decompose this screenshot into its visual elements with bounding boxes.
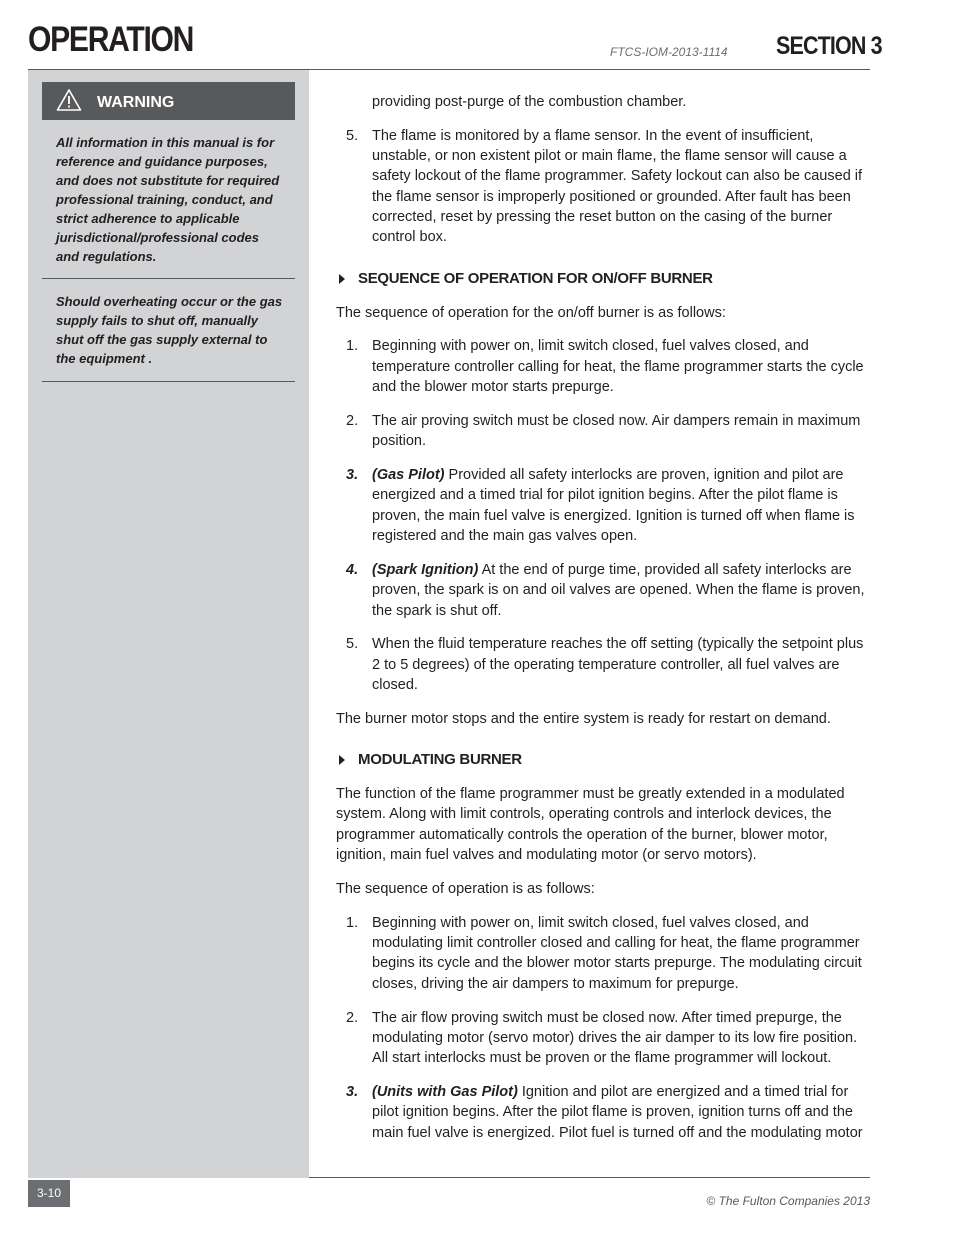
list-item <box>336 336 870 397</box>
sidebar-divider <box>42 278 295 279</box>
warning-header <box>42 82 295 120</box>
onoff-closing: The burner motor stops and the entire system is ready for restart on demand. <box>336 710 831 727</box>
warning-note-disclaimer: All information in this manual is for reference and guidance purposes, and does not substitute for required professional training, conduct, and strict adherence to applicable jurisdictional/professional codes and regulations. <box>56 135 280 264</box>
list-item-number: 5. <box>346 636 359 653</box>
previous-sequence-list <box>336 126 870 248</box>
list-item-text: Beginning with power on, limit switch closed, fuel valves closed, and temperature controller calling for heat, the flame programmer starts the cycle and the blower motor starts prepurge. <box>372 338 864 396</box>
triangle-bullet-icon <box>339 755 345 765</box>
triangle-bullet-icon <box>339 274 345 284</box>
section-heading-onoff <box>336 269 870 289</box>
list-item <box>336 126 870 248</box>
section-label: SECTION 3 <box>776 32 882 60</box>
continued-text: providing post-purge of the combustion chamber. <box>372 94 687 110</box>
list-item-number: 2. <box>346 412 359 429</box>
list-item-text: When the fluid temperature reaches the off setting (typically the setpoint plus 2 to 5 degrees) of the operating temperature controller, all fuel valves are closed. <box>372 636 864 693</box>
list-item-lead: (Spark Ignition) <box>372 561 479 578</box>
list-item-number: 4. <box>346 561 359 578</box>
list-item-text: Ignition and pilot are energized and a timed trial for pilot ignition begins. After the pilot flame is proven, ignition turns off and the main fuel valve is energized. Pilot fuel is turned off and the modulating motor <box>372 1084 863 1141</box>
list-item <box>336 1008 870 1069</box>
list-item <box>336 465 870 546</box>
section-heading-modulating <box>336 750 870 770</box>
copyright-notice: © The Fulton Companies 2013 <box>706 1194 870 1208</box>
sidebar-divider <box>42 381 295 382</box>
page-number: 3-10 <box>28 1180 70 1207</box>
list-item <box>336 411 870 452</box>
heading-text: SEQUENCE OF OPERATION FOR ON/OFF BURNER <box>358 269 713 287</box>
list-item-text: The air flow proving switch must be closed now. After timed prepurge, the modulating motor (servo motor) drives the air damper to its low fire position. All start interlocks must be proven or the flame programmer will lockout. <box>372 1009 858 1067</box>
warning-triangle-icon <box>56 88 82 112</box>
list-item <box>336 560 870 621</box>
modulating-intro: The sequence of operation is as follows: <box>336 880 595 897</box>
document-code: FTCS-IOM-2013-1114 <box>610 45 728 59</box>
list-item-lead: (Units with Gas Pilot) <box>372 1084 518 1100</box>
list-item <box>336 913 870 994</box>
list-item-text: The flame is monitored by a flame sensor. In the event of insufficient, unstable, or non existent pilot or main flame, the flame sensor will cause a safety lockout of the flame programmer. Safety lockout can also be caused if the flame sensor is improperly positioned or grounded. After fault has been corrected, reset by pressing the reset button on the casing of the burner control box. <box>372 127 863 246</box>
list-item <box>336 1082 870 1143</box>
main-content <box>336 92 870 1156</box>
warning-note-gas-shutoff: Should overheating occur or the gas supply fails to shut off, manually shut off the gas supply external to the equipment . <box>56 294 283 366</box>
list-item-lead: (Gas Pilot) <box>372 467 445 484</box>
onoff-intro: The sequence of operation for the on/off burner is as follows: <box>336 304 726 321</box>
warning-label: WARNING <box>97 94 175 111</box>
list-item-number: 1. <box>346 338 359 355</box>
list-item <box>336 634 870 695</box>
page-title: OPERATION <box>28 20 194 59</box>
modulating-description: The function of the flame programmer must be greatly extended in a modulated system. Along with limit controls, operating controls and interlock devices, the programmer automatically controls the operation of the burner, blower motor, ignition, main fuel valves and modulating motor (or servo motors). <box>336 786 845 863</box>
footer-divider <box>309 1177 870 1178</box>
list-item-text: Beginning with power on, limit switch closed, fuel valves closed, and modulating limit controller closed and calling for heat, the flame programmer begins its cycle and the blower motor starts prepurge. The modulating circuit closes, driving the air dampers to maximum for prepurge. <box>372 914 862 992</box>
list-item-number: 5. <box>346 127 359 144</box>
modulating-sequence-list <box>336 913 870 1143</box>
list-item-text: The air proving switch must be closed now. Air dampers remain in maximum position. <box>372 412 861 450</box>
list-item-text: Provided all safety interlocks are proven, ignition and pilot are energized and a timed trial for pilot ignition begins. After the pilot flame is proven, the main fuel valve is energized. Ignition is turned off when flame is registered and the main gas valves open. <box>372 467 855 545</box>
list-item-number: 1. <box>346 914 359 931</box>
heading-text: MODULATING BURNER <box>358 751 522 769</box>
list-item-number: 2. <box>346 1009 359 1026</box>
onoff-sequence-list <box>336 336 870 695</box>
list-item-number: 3. <box>346 467 359 484</box>
list-item-text: At the end of purge time, provided all safety interlocks are proven, the spark is on and oil valves are opened. When the flame is proven, the spark is shut off. <box>372 561 865 619</box>
list-item-number: 3. <box>346 1084 359 1100</box>
